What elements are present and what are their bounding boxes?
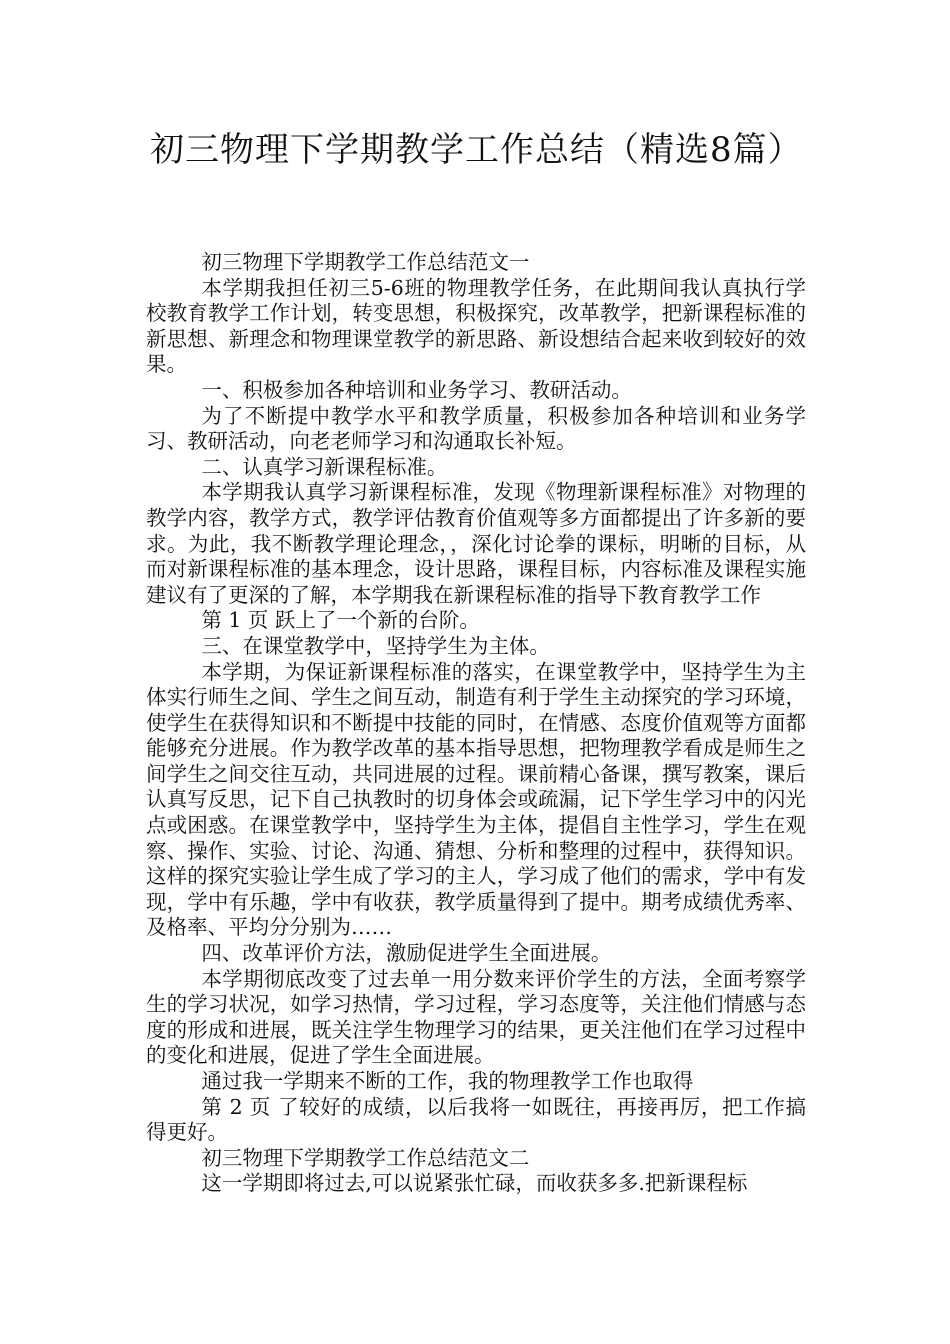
section-heading: 初三物理下学期教学工作总结范文一 — [201, 250, 530, 274]
paragraph: 为了不断提中教学水平和教学质量，积极参加各种培训和业务学习、教研活动，向老老师学习和沟通取长补短。 — [146, 403, 806, 454]
subheading: 四、改革评价方法，激励促进学生全面进展。 — [201, 941, 612, 966]
paragraph: 本学期我担任初三5-6班的物理教学任务，在此期间我认真执行学校教育教学工作计划，转变思想，积极探究，改革教学，把新课程标准的新思想、新理念和物理课堂教学的新思路、新设想结合起来收到较好的效果。 — [146, 275, 806, 377]
paragraph: 本学期我认真学习新课程标准，发现《物理新课程标准》对物理的教学内容，教学方式，教学评估教育价值观等多方面都提出了许多新的要求。为此，我不断教学理论理念，，深化讨论拳的课标，明晰的目标，从而对新课程标准的基本理念，设计思路，课程目标，内容标准及课程实施建议有了更深的了解，本学期我在新课程标准的指导下教育教学工作 — [146, 480, 806, 607]
page-break-line: 第 2 页 了较好的成绩，以后我将一如既往，再接再厉，把工作搞得更好。 — [146, 1094, 806, 1145]
page-break-line: 第 1 页 跃上了一个新的台阶。 — [201, 608, 480, 633]
subheading: 一、积极参加各种培训和业务学习、教研活动。 — [201, 377, 632, 402]
paragraph: 本学期彻底改变了过去单一用分数来评价学生的方法，全面考察学生的学习状况，如学习热情，学习过程，学习态度等，关注他们情感与态度的形成和进展，既关注学生物理学习的结果，更关注他们在学习过程中的变化和进展，促进了学生全面进展。 — [146, 966, 806, 1068]
paragraph: 这一学期即将过去,可以说紧张忙碌，而收获多多.把新课程标 — [201, 1171, 748, 1196]
paragraph: 通过我一学期来不断的工作，我的物理教学工作也取得 — [201, 1069, 694, 1093]
document-body — [146, 250, 806, 1197]
document-title: 初三物理下学期教学工作总结（精选8篇） — [150, 130, 803, 170]
subheading: 三、在课堂教学中，坚持学生为主体。 — [201, 633, 550, 658]
section-heading: 初三物理下学期教学工作总结范文二 — [201, 1145, 530, 1170]
paragraph: 本学期，为保证新课程标准的落实，在课堂教学中，坚持学生为主体实行师生之间、学生之间互动，制造有利于学生主动探究的学习环境，使学生在获得知识和不断提中技能的同时，在情感、态度价值观等方面都能够充分进展。作为教学改革的基本指导思想，把物理教学看成是师生之间学生之间交往互动，共同进展的过程。课前精心备课，撰写教案，课后认真写反思，记下自己执教时的切身体会或疏漏，记下学生学习中的闪光点或困惑。在课堂教学中，坚持学生为主体，提倡自主性学习，学生在观察、操作、实验、讨论、沟通、猜想、分析和整理的过程中，获得知识。这样的探究实验让学生成了学习的主人，学习成了他们的需求，学中有发现，学中有乐趣，学中有收获，教学质量得到了提中。期考成绩优秀率、及格率、平均分分别为…… — [146, 659, 806, 940]
subheading: 二、认真学习新课程标准。 — [201, 454, 448, 479]
